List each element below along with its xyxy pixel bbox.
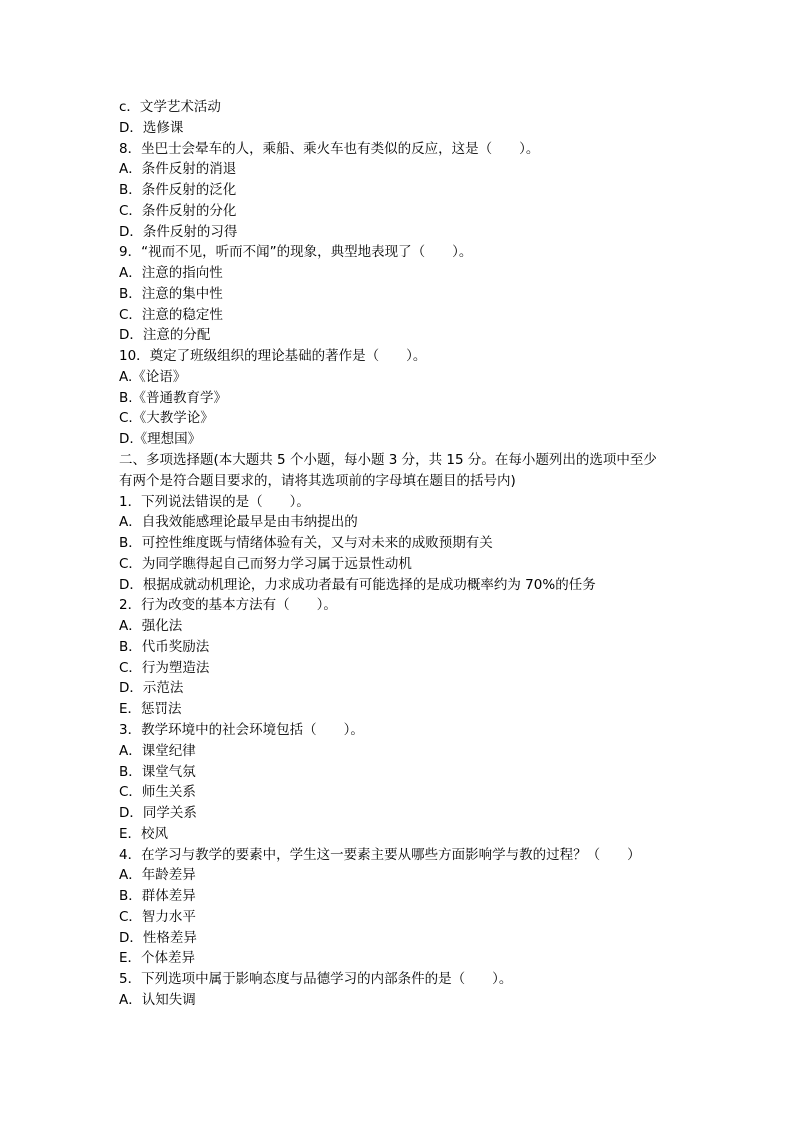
option-mc4-c: C．智力水平 [119, 908, 196, 925]
question-8: 8．坐巴士会晕车的人，乘船、乘火车也有类似的反应，这是（ ）。 [119, 140, 540, 157]
option-mc3-d: D．同学关系 [119, 805, 197, 822]
mc-question-5: 5．下列选项中属于影响态度与品德学习的内部条件的是（ ）。 [119, 971, 513, 988]
option-q8-d: D．条件反射的习得 [119, 223, 238, 240]
option-mc1-c: C．为同学瞧得起自己而努力学习属于远景性动机 [119, 555, 412, 572]
option-q8-a: A．条件反射的消退 [119, 161, 237, 178]
option-mc2-b: B．代币奖励法 [119, 638, 210, 655]
option-mc4-a: A．年龄差异 [119, 867, 196, 884]
option-q10-c: C.《大教学论》 [119, 410, 214, 427]
option-mc5-a: A．认知失调 [119, 991, 196, 1008]
option-q9-a: A．注意的指向性 [119, 265, 223, 282]
option-mc2-e: E．惩罚法 [119, 701, 182, 718]
option-q7-d: D．选修课 [119, 119, 184, 136]
option-q8-c: C．条件反射的分化 [119, 202, 237, 219]
option-q9-d: D．注意的分配 [119, 327, 211, 344]
option-mc4-d: D．性格差异 [119, 929, 197, 946]
option-mc1-b: B．可控性维度既与情绪体验有关，又与对未来的成败预期有关 [119, 535, 493, 552]
option-mc2-d: D．示范法 [119, 680, 184, 697]
question-9: 9．“视而不见，听而不闻”的现象，典型地表现了（ ）。 [119, 244, 473, 261]
section-heading-multiple-choice-cont: 有两个是符合题目要求的，请将其选项前的字母填在题目的括号内) [119, 472, 516, 489]
option-mc4-e: E．个体差异 [119, 950, 196, 967]
mc-question-4: 4．在学习与教学的要素中，学生这一要素主要从哪些方面影响学与教的过程？（ ） [119, 846, 641, 863]
option-q10-b: B.《普通教育学》 [119, 389, 228, 406]
option-mc1-a: A．自我效能感理论最早是由韦纳提出的 [119, 514, 358, 531]
mc-question-2: 2．行为改变的基本方法有（ ）。 [119, 597, 337, 614]
option-q8-b: B．条件反射的泛化 [119, 182, 237, 199]
option-mc4-b: B．群体差异 [119, 888, 196, 905]
document-page [119, 97, 679, 1011]
mc-question-3: 3．教学环境中的社会环境包括（ ）。 [119, 721, 364, 738]
question-10: 10．奠定了班级组织的理论基础的著作是（ ）。 [119, 348, 427, 365]
option-mc2-c: C．行为塑造法 [119, 659, 210, 676]
option-mc3-a: A．课堂纪律 [119, 742, 196, 759]
option-q10-a: A.《论语》 [119, 368, 187, 385]
section-heading-multiple-choice: 二、多项选择题(本大题共 5 个小题，每小题 3 分，共 15 分。在每小题列出的选项中至少 [119, 452, 657, 469]
option-q10-d: D.《理想国》 [119, 431, 202, 448]
option-mc3-c: C．师生关系 [119, 784, 196, 801]
option-q9-c: C．注意的稳定性 [119, 306, 223, 323]
option-mc3-e: E．校风 [119, 825, 169, 842]
option-q7-c: c．文学艺术活动 [119, 99, 221, 115]
option-mc3-b: B．课堂气氛 [119, 763, 196, 780]
option-mc2-a: A．强化法 [119, 618, 183, 635]
option-q9-b: B．注意的集中性 [119, 285, 223, 302]
option-mc1-d: D．根据成就动机理论，力求成功者最有可能选择的是成功概率约为 70%的任务 [119, 576, 596, 593]
mc-question-1: 1．下列说法错误的是（ ）。 [119, 493, 310, 510]
